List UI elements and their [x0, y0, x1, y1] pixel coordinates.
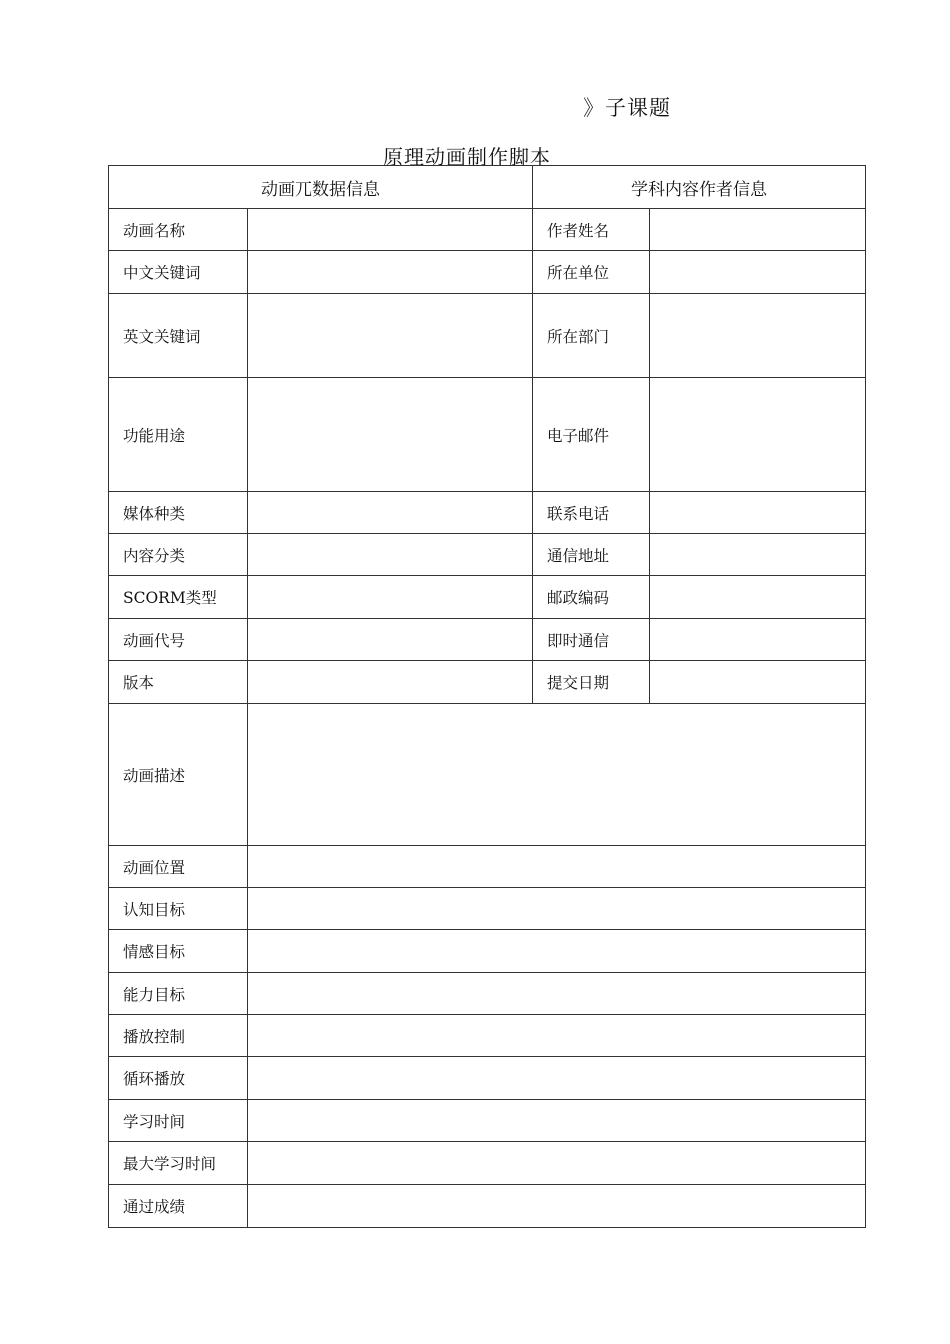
postal-code-field[interactable]	[650, 576, 866, 619]
loop-playback-field[interactable]	[248, 1057, 866, 1100]
field-label: 中文关键词	[109, 251, 248, 294]
playback-control-field[interactable]	[248, 1015, 866, 1057]
field-label: 内容分类	[109, 534, 248, 576]
field-label: 功能用途	[109, 378, 248, 492]
field-label: 动画位置	[109, 846, 248, 888]
field-label: 动画描述	[109, 704, 248, 846]
field-label: 通信地址	[533, 534, 650, 576]
field-label: 循环播放	[109, 1057, 248, 1100]
animation-description-field[interactable]	[248, 704, 866, 846]
field-label: 即时通信	[533, 619, 650, 661]
affective-goal-field[interactable]	[248, 930, 866, 973]
subtopic-heading: 》子课题	[583, 96, 671, 120]
field-label: 播放控制	[109, 1015, 248, 1057]
field-label: 动画代号	[109, 619, 248, 661]
scorm-type-field[interactable]	[248, 576, 533, 619]
media-type-field[interactable]	[248, 492, 533, 534]
field-label: 英文关键词	[109, 294, 248, 378]
phone-field[interactable]	[650, 492, 866, 534]
ability-goal-field[interactable]	[248, 973, 866, 1015]
field-label: 电子邮件	[533, 378, 650, 492]
instant-messaging-field[interactable]	[650, 619, 866, 661]
field-label: 通过成绩	[109, 1185, 248, 1228]
field-label: 所在单位	[533, 251, 650, 294]
author-name-field[interactable]	[650, 209, 866, 251]
metadata-section-header: 动画兀数据信息	[109, 166, 533, 209]
field-label: 学习时间	[109, 1100, 248, 1142]
field-label: 媒体种类	[109, 492, 248, 534]
animation-script-form	[108, 165, 866, 1228]
field-label: 作者姓名	[533, 209, 650, 251]
max-study-time-field[interactable]	[248, 1142, 866, 1185]
animation-name-field[interactable]	[248, 209, 533, 251]
cognitive-goal-field[interactable]	[248, 888, 866, 930]
field-label: 最大学习时间	[109, 1142, 248, 1185]
field-label: 提交日期	[533, 661, 650, 704]
field-label: SCORM类型	[109, 576, 248, 619]
english-keywords-field[interactable]	[248, 294, 533, 378]
field-label: 动画名称	[109, 209, 248, 251]
animation-code-field[interactable]	[248, 619, 533, 661]
department-field[interactable]	[650, 294, 866, 378]
version-field[interactable]	[248, 661, 533, 704]
passing-score-field[interactable]	[248, 1185, 866, 1228]
function-purpose-field[interactable]	[248, 378, 533, 492]
content-category-field[interactable]	[248, 534, 533, 576]
field-label: 认知目标	[109, 888, 248, 930]
field-label: 能力目标	[109, 973, 248, 1015]
field-label: 联系电话	[533, 492, 650, 534]
mailing-address-field[interactable]	[650, 534, 866, 576]
organization-field[interactable]	[650, 251, 866, 294]
field-label: 所在部门	[533, 294, 650, 378]
animation-location-field[interactable]	[248, 846, 866, 888]
email-field[interactable]	[650, 378, 866, 492]
field-label: 版本	[109, 661, 248, 704]
submission-date-field[interactable]	[650, 661, 866, 704]
chinese-keywords-field[interactable]	[248, 251, 533, 294]
page-title: 原理动画制作脚本	[383, 145, 551, 169]
field-label: 邮政编码	[533, 576, 650, 619]
field-label: 情感目标	[109, 930, 248, 973]
study-time-field[interactable]	[248, 1100, 866, 1142]
author-section-header: 学科内容作者信息	[533, 166, 866, 209]
